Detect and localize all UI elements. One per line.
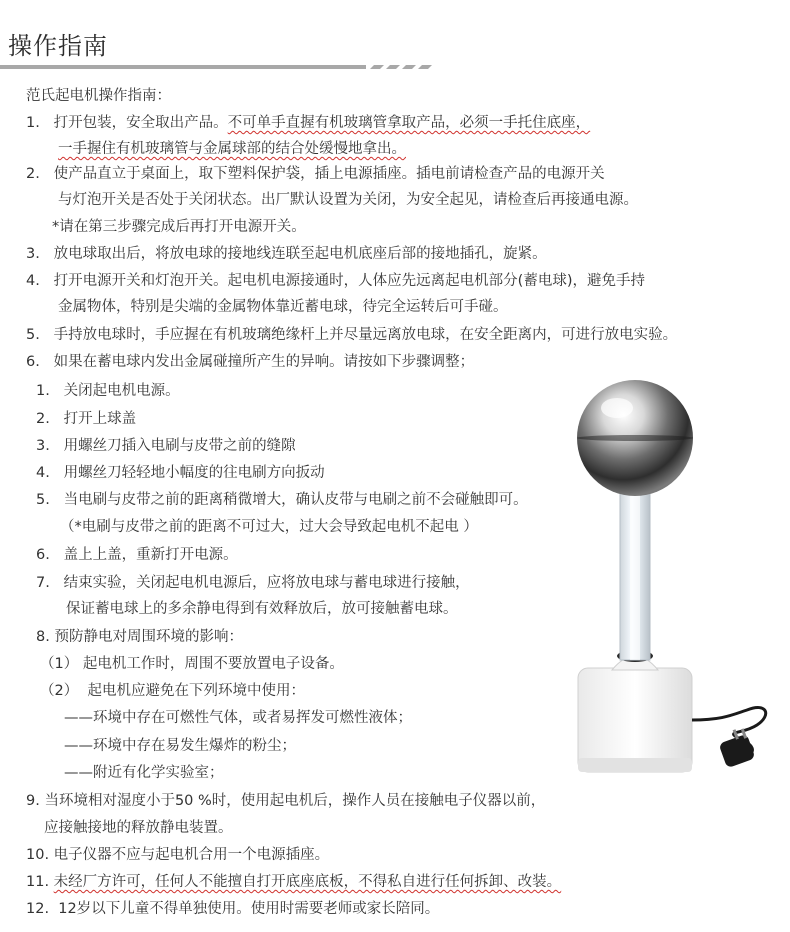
sub-step-number: 2.: [36, 411, 50, 427]
warning-text: 不可单手直握有机玻璃管拿取产品，必须一手托住底座，: [227, 115, 591, 131]
sub-step-number: （2）: [40, 683, 79, 699]
sub-step-text: 预防静电对周围环境的影响：: [54, 629, 243, 645]
step-2: [26, 164, 605, 184]
env-item-3: ——附近有化学实验室；: [64, 765, 224, 781]
sub-step-text: 当电刷与皮带之前的距离稍微增大，确认皮带与电刷之前不会碰触即可。: [63, 492, 528, 508]
step-number: 11.: [26, 874, 50, 890]
step-3: [26, 244, 547, 264]
step-4: [26, 271, 645, 291]
sub-step-7-cont: 保证蓄电球上的多余静电得到有效释放后，放可接触蓄电球。: [66, 601, 458, 617]
sub-step-text: 结束实验，关闭起电机电源后，应将放电球与蓄电球进行接触，: [63, 575, 470, 591]
step-text: 12岁以下儿童不得单独使用。使用时需要老师或家长陪同。: [58, 901, 440, 917]
plug-icon: [718, 728, 755, 768]
step-text: 使产品直立于桌面上，取下塑料保护袋，插上电源插座。插电前请检查产品的电源开关: [53, 166, 605, 182]
sub-step-5-note: （*电刷与皮带之前的距离不可过大，过大会导致起电机不起电 ）: [60, 519, 478, 535]
sub-step-text: 起电机应避免在下列环境中使用：: [87, 683, 305, 699]
sub-step-number: 5.: [36, 492, 50, 508]
step-6: [26, 352, 474, 372]
sub-step-text: 用螺丝刀插入电刷与皮带之前的缝隙: [63, 438, 296, 454]
step-text: 手持放电球时，手应握在有机玻璃绝缘杆上并尽量远离放电球，在安全距离内，可进行放电实验。: [53, 327, 678, 343]
sub-step-2: [36, 409, 136, 429]
step-text: 打开包装，安全取出产品。: [53, 115, 228, 131]
step-number: 1.: [26, 115, 40, 131]
step-number: 5.: [26, 327, 40, 343]
intro-text: 范氏起电机操作指南：: [26, 88, 171, 104]
sub-step-8-2: [40, 681, 305, 701]
step-text: 当环境相对湿度小于50 %时，使用起电机后，操作人员在接触电子仪器以前，: [44, 793, 546, 809]
step-number: 10.: [26, 847, 50, 863]
sub-step-text: 关闭起电机电源。: [63, 383, 180, 399]
step-9: [26, 791, 545, 811]
generator-base: [578, 668, 692, 772]
sub-step-text: 用螺丝刀轻轻地小幅度的往电刷方向扳动: [63, 465, 325, 481]
sub-step-number: 6.: [36, 547, 50, 563]
step-text: 如果在蓄电球内发出金属碰撞所产生的异响。请按如下步骤调整；: [53, 354, 475, 370]
sub-step-text: 起电机工作时，周围不要放置电子设备。: [82, 656, 344, 672]
generator-illustration: [572, 380, 788, 780]
step-text: 打开电源开关和灯泡开关。起电机电源接通时，人体应先远离起电机部分(蓄电球)，避免手持: [53, 273, 645, 289]
warning-text: 未经厂方许可，任何人不能擅自打开底座底板，不得私自进行任何拆卸、改装。: [53, 874, 562, 890]
title-divider: [0, 62, 790, 72]
warning-text-cont: 一手握住有机玻璃管与金属球部的结合处缓慢地拿出。: [58, 141, 406, 157]
step-number: 3.: [26, 246, 40, 262]
sub-step-1: [36, 381, 180, 401]
sub-step-7: [36, 573, 470, 593]
sub-step-number: 4.: [36, 465, 50, 481]
step-number: 6.: [26, 354, 40, 370]
step-11: [26, 872, 561, 892]
sub-step-8: [36, 627, 243, 647]
step-text: 电子仪器不应与起电机合用一个电源插座。: [53, 847, 330, 863]
sub-step-text: 盖上上盖，重新打开电源。: [63, 547, 238, 563]
step-number: 4.: [26, 273, 40, 289]
step-number: 2.: [26, 166, 40, 182]
sub-step-3: [36, 436, 296, 456]
step-2-note: *请在第三步骤完成后再打开电源开关。: [52, 219, 306, 235]
sub-step-number: 8.: [36, 629, 50, 645]
step-text: 放电球取出后，将放电球的接地线连联至起电机底座后部的接地插孔，旋紧。: [53, 246, 547, 262]
step-12: [26, 899, 439, 919]
step-5: [26, 325, 677, 345]
step-10: [26, 845, 329, 865]
step-number: 9.: [26, 793, 40, 809]
sub-step-text: 打开上球盖: [63, 411, 137, 427]
step-number: 12.: [26, 901, 50, 917]
env-item-1: ——环境中存在可燃性气体，或者易挥发可燃性液体；: [64, 710, 412, 726]
step-9-cont: 应接触接地的释放静电装置。: [44, 820, 233, 836]
step-1: [26, 113, 590, 133]
env-item-2: ——环境中存在易发生爆炸的粉尘；: [64, 738, 296, 754]
sub-step-5: [36, 490, 528, 510]
page-title: 操作指南: [8, 32, 108, 60]
step-4-cont: 金属物体，特别是尖端的金属物体靠近蓄电球，待完全运转后可手碰。: [58, 299, 508, 315]
sub-step-number: 1.: [36, 383, 50, 399]
sub-step-6: [36, 545, 238, 565]
step-2-cont: 与灯泡开关是否处于关闭状态。出厂默认设置为关闭，为安全起见，请检查后再接通电源。: [58, 192, 638, 208]
sub-step-number: 7.: [36, 575, 50, 591]
sub-step-4: [36, 463, 325, 483]
sub-step-number: （1）: [40, 656, 79, 672]
sub-step-8-1: [40, 654, 344, 674]
sub-step-number: 3.: [36, 438, 50, 454]
